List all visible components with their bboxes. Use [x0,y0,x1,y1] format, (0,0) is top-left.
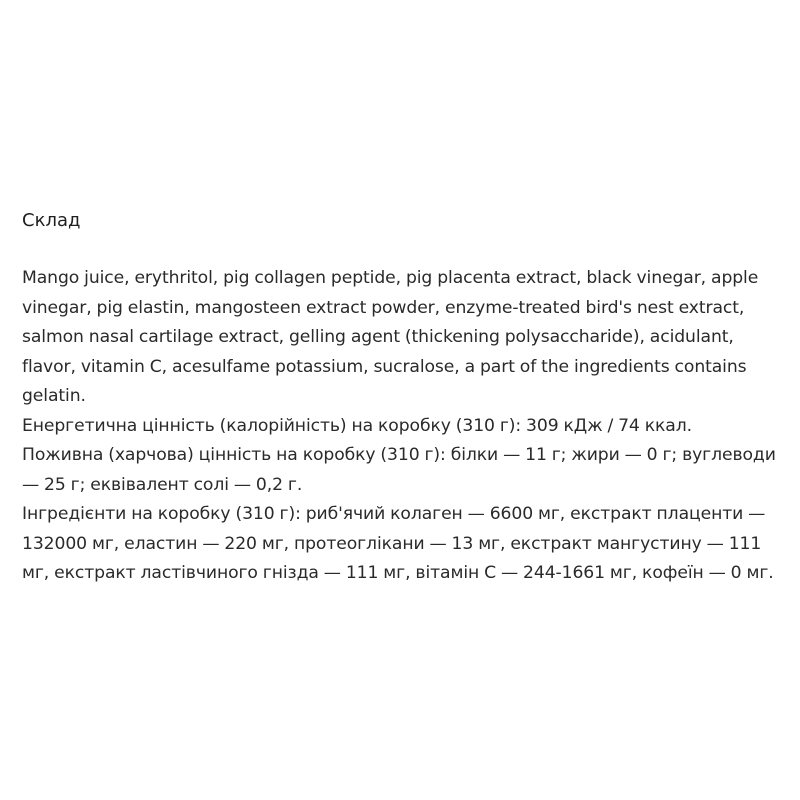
ingredients-english-paragraph: Mango juice, erythritol, pig collagen peptide, pig placenta extract, black vinegar, apple vinegar, pig elastin, mangosteen extract powder, enzyme-treated bird's nest extract, salmon nasal cartilage extract, gelling agent (thickening polysaccharide), acidulant, flavor, vitamin C, acesulfame potassium, sucralose, a part of the ingredients contains gelatin. [22,268,759,406]
ingredients-amounts-paragraph: Інгредієнти на коробку (310 г): риб'ячий колаген — 6600 мг, екстракт плаценти — 132000 мг, еластин — 220 мг, протеоглікани — 13 мг, екстракт мангустину — 111 мг, екстракт ластівчиного гнізда — 111 мг, вітамін С — 244-1661 мг, кофеїн — 0 мг. [22,504,774,583]
composition-section [22,206,782,589]
section-heading: Склад [22,210,81,231]
nutrition-value-paragraph: Поживна (харчова) цінність на коробку (310 г): білки — 11 г; жири — 0 г; вуглеводи — 25 г; еквівалент солі — 0,2 г. [22,445,776,495]
energy-value-paragraph: Енергетична цінність (калорійність) на коробку (310 г): 309 кДж / 74 ккал. [22,415,692,436]
